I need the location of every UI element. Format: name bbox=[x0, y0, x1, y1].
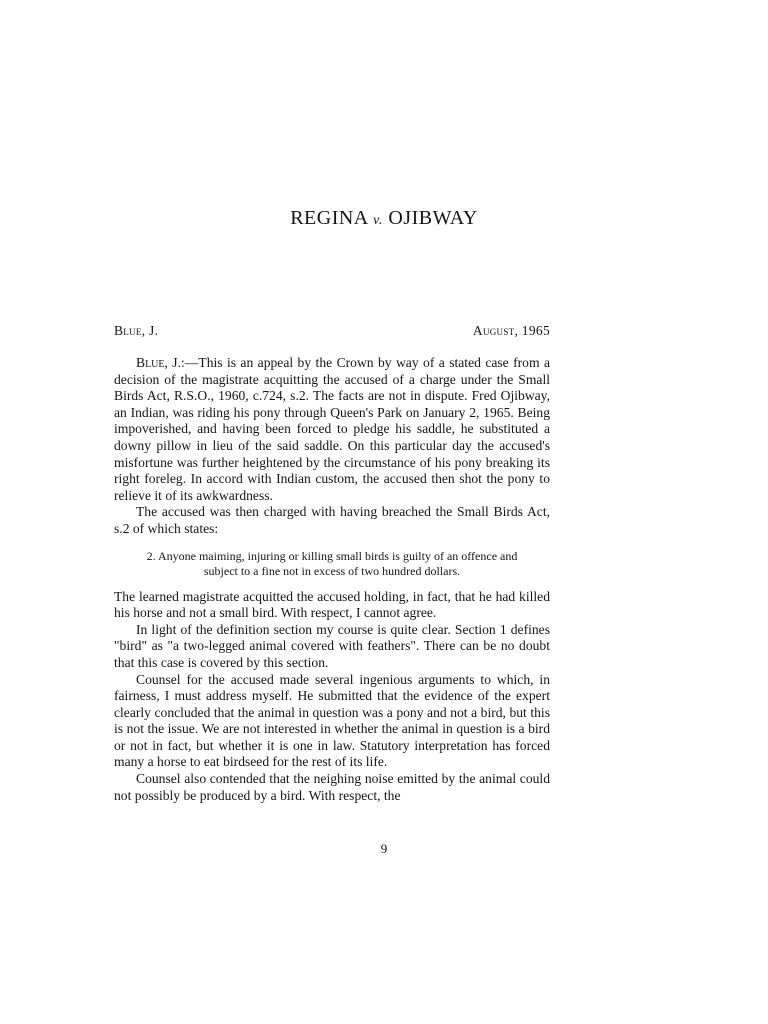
case-title bbox=[0, 207, 768, 230]
paragraph: The accused was then charged with having breached the Small Birds Act, s.2 of which states: bbox=[114, 504, 550, 536]
page-number: 9 bbox=[380, 841, 388, 856]
judgment-body bbox=[114, 355, 550, 804]
paragraph: Counsel for the accused made several ingenious arguments to which, in fairness, I must address myself. He submitted that the evidence of the expert clearly concluded that the animal in question was a pony and not a bird, but this is not the issue. We are not interested in whether the animal in question is a bird or not in fact, but whether it is one in law. Statutory interpretation has forced many a horse to eat birdseed for the rest of its life. bbox=[114, 671, 550, 770]
judgment-date: August, 1965 bbox=[472, 323, 550, 338]
paragraph: In light of the definition section my course is quite clear. Section 1 defines "bird" as "a two-legged animal covered with feathers". There can be no doubt that this case is covered by this section. bbox=[114, 621, 550, 670]
case-title-party2: OJIBWAY bbox=[388, 207, 478, 229]
case-title-party1: REGINA bbox=[290, 207, 368, 229]
judge-name: Blue, J. bbox=[114, 323, 159, 338]
paragraph: Counsel also contended that the neighing noise emitted by the animal could not possibly be produced by a bird. With respect, the bbox=[114, 771, 550, 803]
paragraph: The learned magistrate acquitted the accused holding, in fact, that he had killed his horse and not a small bird. With respect, I cannot agree. bbox=[114, 588, 550, 621]
judgment-header bbox=[114, 323, 550, 339]
case-title-versus: v. bbox=[373, 213, 383, 228]
paragraph-lead-judge: Blue, J. bbox=[136, 355, 182, 370]
paragraph bbox=[114, 355, 550, 504]
statute-quote: 2. Anyone maiming, injuring or killing small birds is guilty of an offence and subject to a fine not in excess of two hundred dollars. bbox=[146, 548, 518, 579]
paragraph-text: :—This is an appeal by the Crown by way of a stated case from a decision of the magistrate acquitting the accused of a charge under the Small Birds Act, R.S.O., 1960, c.724, s.2. The facts are not in dispute. Fred Ojibway, an Indian, was riding his pony through Queen's Park on January 2, 1965. Being impoverished, and having been forced to pledge his saddle, he substituted a downy pillow in lieu of the said saddle. On this particular day the accused's misfortune was further heightened by the circumstance of his pony breaking its right foreleg. In accord with Indian custom, the accused then shot the pony to relieve it of its awkwardness. bbox=[114, 355, 550, 503]
